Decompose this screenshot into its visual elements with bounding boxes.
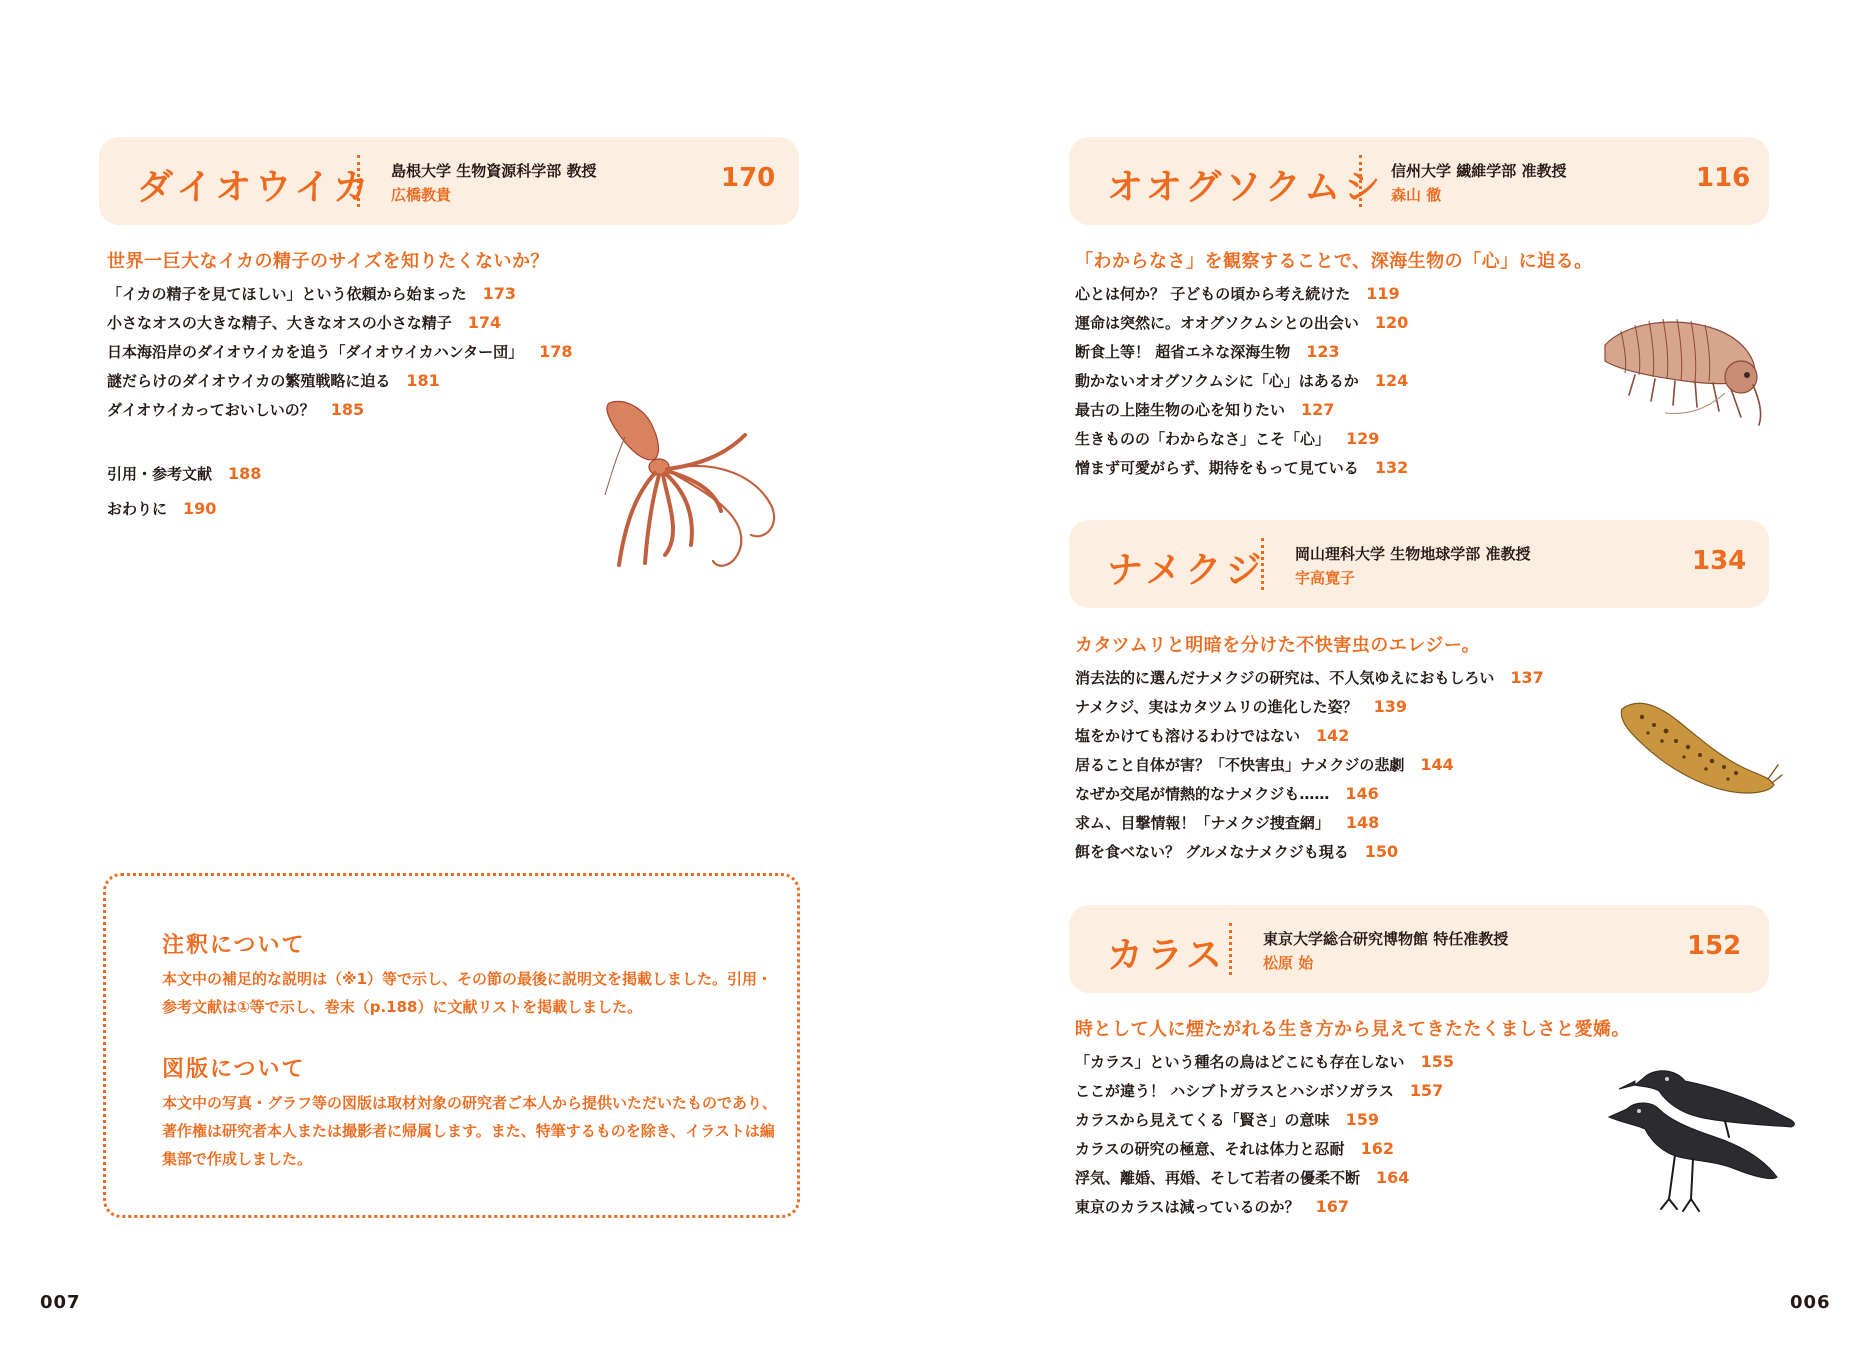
notes-text-annotations: 本文中の補足的な説明は（※1）等で示し、その節の最後に説明文を掲載しました。引用・参考文献は①等で示し、巻末（p.188）に文献リストを掲載しました。 — [162, 970, 773, 1016]
toc-item-title: 憎まず可愛がらず、期待をもって見ている — [1075, 459, 1359, 477]
toc-item-references[interactable] — [107, 459, 261, 494]
section-affiliation: 東京大学総合研究博物館 特任准教授 — [1263, 930, 1509, 948]
toc-item-page: 190 — [183, 499, 217, 518]
toc-item[interactable] — [1075, 721, 1544, 750]
crow-icon — [1605, 1065, 1800, 1215]
toc-item[interactable] — [1075, 692, 1544, 721]
slug-icon — [1618, 697, 1783, 807]
toc-item[interactable] — [107, 395, 573, 424]
toc-item-title: 運命は突然に。オオグソクムシとの出会い — [1075, 314, 1359, 332]
toc-item[interactable] — [1075, 837, 1544, 866]
toc-item[interactable] — [107, 337, 573, 366]
toc-item[interactable] — [1075, 663, 1544, 692]
toc-item-title: 引用・参考文献 — [107, 465, 213, 483]
toc-item-page: 127 — [1301, 400, 1335, 419]
toc-item-page: 178 — [539, 342, 573, 361]
toc-item-title: 餌を食べない？ グルメなナメクジも現る — [1075, 843, 1349, 861]
toc-item-page: 174 — [467, 313, 502, 332]
toc-item-title: 生きものの「わからなさ」こそ「心」 — [1075, 430, 1331, 448]
section-catchphrase: 時として人に煙たがれる生き方から見えてきたたくましさと愛嬌。 — [1075, 1019, 1630, 1040]
header-divider — [1359, 155, 1362, 207]
toc-item-page: 146 — [1345, 784, 1379, 803]
toc-item-title: ここが違う！ ハシブトガラスとハシボソガラス — [1075, 1082, 1394, 1100]
notes-heading-annotations: 注釈について — [162, 933, 306, 958]
section-affiliation: 島根大学 生物資源科学部 教授 — [391, 162, 597, 180]
toc-item-title: 浮気、離婚、再婚、そして若者の優柔不断 — [1075, 1169, 1361, 1187]
section-author: 森山 徹 — [1391, 186, 1442, 204]
toc-item-page: 181 — [406, 371, 440, 390]
section-header-isopod — [1069, 137, 1769, 225]
toc-item[interactable] — [1075, 1076, 1454, 1105]
toc-item-title: 断食上等！ 超省エネな深海生物 — [1075, 343, 1291, 361]
toc-item-page: 132 — [1374, 458, 1409, 477]
toc-item-page: 188 — [228, 464, 262, 483]
section-catchphrase: カタツムリと明暗を分けた不快害虫のエレジー。 — [1075, 635, 1481, 656]
toc-item[interactable] — [1075, 424, 1408, 453]
toc-item-title: なぜか交尾が情熱的なナメクジも…… — [1075, 785, 1330, 803]
section-title: オオグソクムシ — [1107, 167, 1385, 208]
toc-item-title: おわりに — [107, 500, 168, 518]
toc-item[interactable] — [1075, 1105, 1454, 1134]
toc-item-title: ダイオウイカっておいしいの？ — [107, 401, 315, 419]
toc-item-title: 謎だらけのダイオウイカの繁殖戦略に迫る — [107, 372, 391, 390]
toc-item-page: 155 — [1420, 1052, 1454, 1071]
section-catchphrase: 「わからなさ」を観察することで、深海生物の「心」に迫る。 — [1075, 251, 1593, 272]
toc-item-title: 求ム、目撃情報！「ナメクジ捜査網」 — [1075, 814, 1330, 832]
toc-item-title: 動かないオオグソクムシに「心」はあるか — [1075, 372, 1359, 390]
toc-item[interactable] — [107, 279, 573, 308]
toc-item-title: 最古の上陸生物の心を知りたい — [1075, 401, 1286, 419]
toc-item-afterword[interactable] — [107, 494, 261, 523]
page-number-right: 006 — [1790, 1292, 1831, 1313]
section-header-squid — [99, 137, 799, 225]
toc-item[interactable] — [1075, 1134, 1454, 1163]
toc-item-title: 塩をかけても溶けるわけではない — [1075, 727, 1301, 745]
toc-item[interactable] — [1075, 308, 1408, 337]
toc-list-isopod — [1075, 279, 1408, 482]
toc-item-title: カラスから見えてくる「賢さ」の意味 — [1075, 1111, 1330, 1129]
toc-list-slug — [1075, 663, 1544, 866]
header-divider — [1261, 538, 1264, 590]
toc-item[interactable] — [1075, 279, 1408, 308]
section-author: 松原 始 — [1263, 954, 1314, 972]
section-page-number: 116 — [1696, 163, 1751, 193]
toc-item[interactable] — [1075, 337, 1408, 366]
section-page-number: 170 — [721, 163, 776, 193]
notes-box — [103, 873, 800, 1218]
section-header-slug — [1069, 520, 1769, 608]
toc-item-page: 123 — [1306, 342, 1340, 361]
toc-extras — [107, 459, 261, 523]
toc-item-page: 142 — [1316, 726, 1350, 745]
toc-list-crow — [1075, 1047, 1454, 1221]
header-divider — [357, 155, 360, 207]
notes-text-figures: 本文中の写真・グラフ等の図版は取材対象の研究者ご本人から提供いただいたものであり、著作権は研究者本人または撮影者に帰属します。また、特筆するものを除き、イラストは編集部で作成しました。 — [162, 1094, 778, 1168]
toc-item-page: 159 — [1345, 1110, 1379, 1129]
toc-item[interactable] — [1075, 750, 1544, 779]
toc-item-page: 173 — [482, 284, 516, 303]
toc-item-title: ナメクジ、実はカタツムリの進化した姿？ — [1075, 698, 1358, 716]
section-catchphrase: 世界一巨大なイカの精子のサイズを知りたくないか？ — [107, 251, 550, 272]
toc-item-page: 157 — [1409, 1081, 1444, 1100]
page-number-left: 007 — [40, 1292, 81, 1313]
toc-item-title: 居ること自体が害？「不快害虫」ナメクジの悲劇 — [1075, 756, 1405, 774]
toc-item-page: 119 — [1366, 284, 1400, 303]
toc-item[interactable] — [1075, 779, 1544, 808]
toc-item[interactable] — [1075, 808, 1544, 837]
toc-item-title: 小さなオスの大きな精子、大きなオスの小さな精子 — [107, 314, 452, 332]
section-header-crow — [1069, 905, 1769, 993]
notes-heading-figures: 図版について — [162, 1057, 306, 1082]
toc-item-page: 185 — [330, 400, 365, 419]
toc-item[interactable] — [1075, 395, 1408, 424]
section-title: ダイオウイカ — [137, 167, 374, 208]
section-title: ナメクジ — [1107, 550, 1266, 591]
section-author: 宇高寛子 — [1295, 569, 1356, 587]
toc-item-page: 120 — [1374, 313, 1409, 332]
toc-item-page: 139 — [1373, 697, 1408, 716]
toc-item[interactable] — [1075, 366, 1408, 395]
toc-item-title: 「イカの精子を見てほしい」という依頼から始まった — [107, 285, 467, 303]
toc-item[interactable] — [1075, 1047, 1454, 1076]
toc-item[interactable] — [1075, 1163, 1454, 1192]
toc-item-title: 消去法的に選んだナメクジの研究は、不人気ゆえにおもしろい — [1075, 669, 1495, 687]
section-title: カラス — [1107, 935, 1226, 976]
section-page-number: 134 — [1692, 546, 1747, 576]
squid-icon — [595, 395, 795, 585]
toc-item-page: 162 — [1360, 1139, 1394, 1158]
isopod-icon — [1595, 315, 1765, 430]
toc-item-page: 164 — [1376, 1168, 1410, 1187]
toc-item-page: 148 — [1345, 813, 1380, 832]
toc-item-page: 137 — [1510, 668, 1544, 687]
toc-item[interactable] — [107, 308, 573, 337]
toc-item-title: 日本海沿岸のダイオウイカを追う「ダイオウイカハンター団」 — [107, 343, 524, 361]
toc-item[interactable] — [1075, 1192, 1454, 1221]
toc-item-page: 129 — [1346, 429, 1380, 448]
toc-item-page: 144 — [1420, 755, 1454, 774]
toc-item-page: 167 — [1315, 1197, 1349, 1216]
header-divider — [1229, 923, 1232, 975]
toc-item-page: 150 — [1364, 842, 1399, 861]
toc-item-title: 東京のカラスは減っているのか？ — [1075, 1198, 1300, 1216]
section-affiliation: 信州大学 繊維学部 准教授 — [1391, 162, 1567, 180]
toc-item[interactable] — [107, 366, 573, 395]
toc-item[interactable] — [1075, 453, 1408, 482]
toc-item-title: カラスの研究の極意、それは体力と忍耐 — [1075, 1140, 1345, 1158]
toc-item-title: 「カラス」という種名の鳥はどこにも存在しない — [1075, 1053, 1405, 1071]
toc-item-title: 心とは何か？ 子どもの頃から考え続けた — [1075, 285, 1351, 303]
section-author: 広橋教貴 — [391, 186, 452, 204]
toc-item-page: 124 — [1374, 371, 1409, 390]
section-affiliation: 岡山理科大学 生物地球学部 准教授 — [1295, 545, 1531, 563]
section-page-number: 152 — [1687, 931, 1742, 961]
toc-list-squid — [107, 279, 573, 424]
